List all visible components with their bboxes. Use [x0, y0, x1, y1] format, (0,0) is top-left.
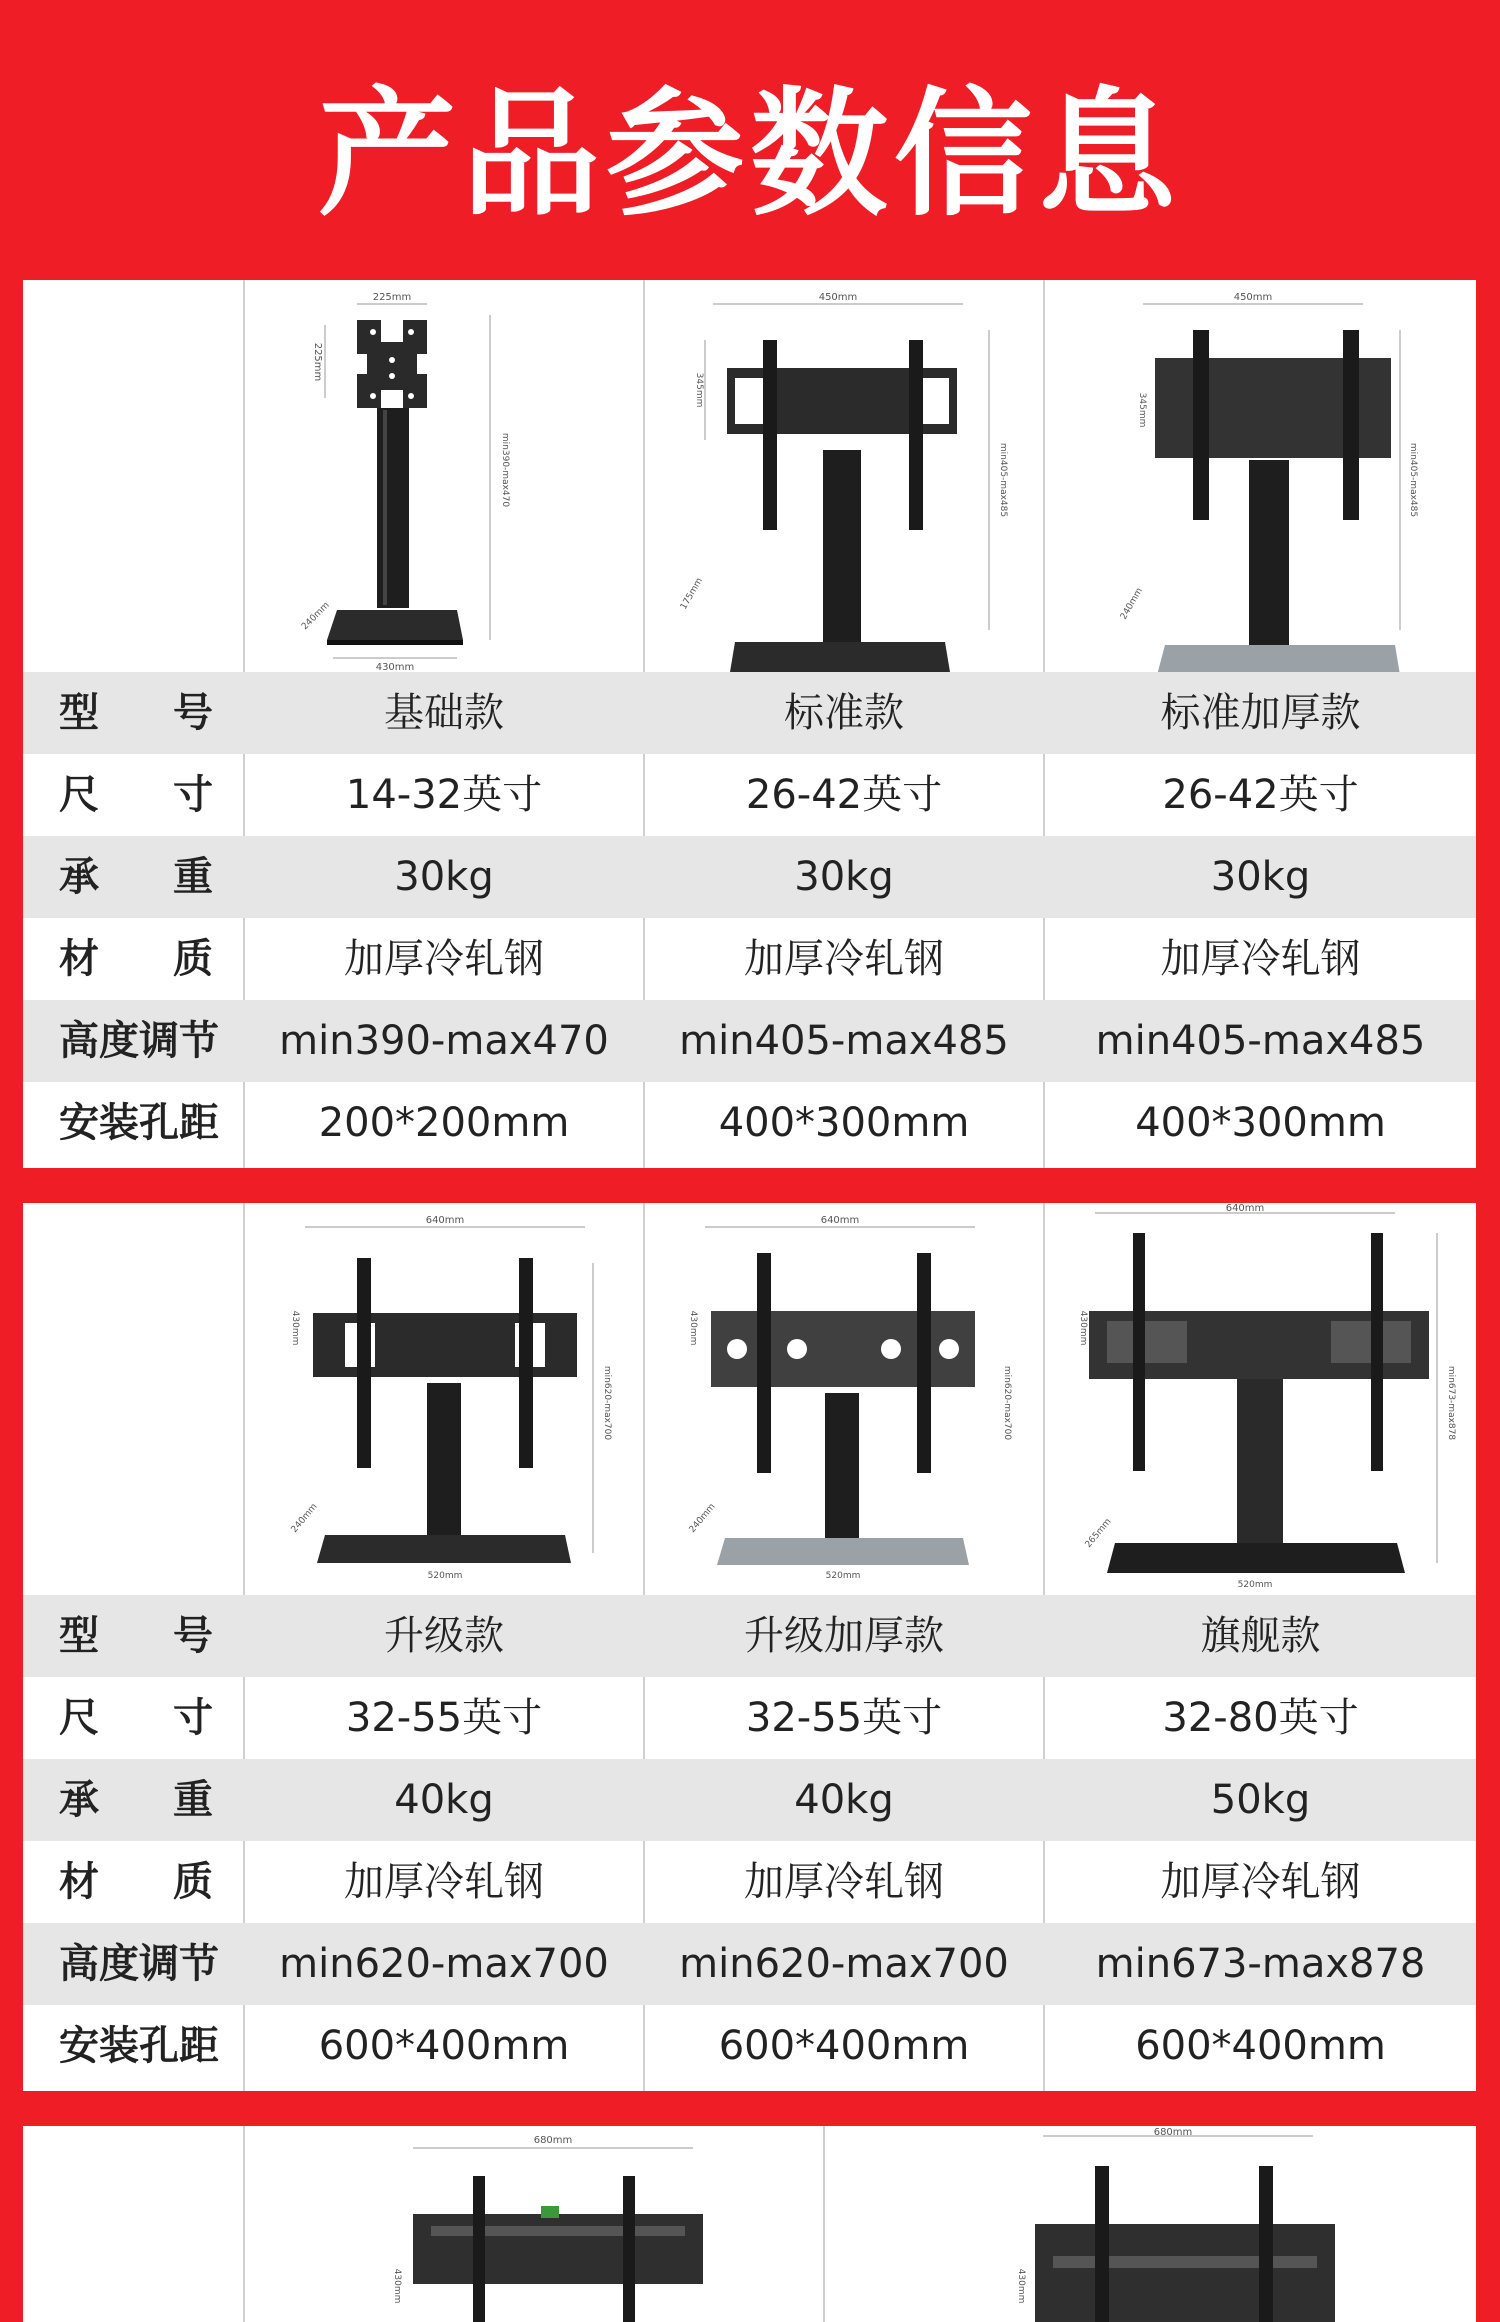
hole-value: 400*300mm	[1135, 1100, 1386, 1146]
height-value: min620-max700	[279, 1941, 609, 1987]
stand-image-upgrade	[245, 1203, 643, 1595]
size-value: 32-80英寸	[1162, 1695, 1359, 1741]
load-value: 50kg	[1210, 1777, 1311, 1823]
svg-text:450mm: 450mm	[1233, 292, 1273, 303]
spec-table-3	[23, 2126, 1476, 2322]
svg-text:520mm: 520mm	[825, 1571, 861, 1581]
size-value: 26-42英寸	[1162, 772, 1359, 818]
load-value: 30kg	[1210, 854, 1311, 900]
product-image-row	[23, 1203, 1476, 1595]
svg-text:430mm: 430mm	[1078, 1310, 1088, 1346]
svg-text:min673-max878: min673-max878	[1446, 1365, 1456, 1441]
hole-value: 200*200mm	[318, 1100, 570, 1146]
row-load: 承 重 30kg 30kg 30kg	[23, 836, 1476, 918]
svg-text:430mm: 430mm	[290, 1310, 300, 1346]
svg-text:680mm: 680mm	[1153, 2127, 1193, 2138]
svg-text:450mm: 450mm	[818, 292, 858, 303]
material-value: 加厚冷轧钢	[1160, 1859, 1361, 1905]
load-value: 30kg	[794, 854, 894, 900]
svg-text:640mm: 640mm	[1225, 1203, 1265, 1214]
svg-text:min405-max485: min405-max485	[998, 442, 1008, 518]
row-material: 材 质 加厚冷轧钢 加厚冷轧钢 加厚冷轧钢	[23, 918, 1476, 1000]
material-value: 加厚冷轧钢	[344, 936, 544, 982]
stand-image-flagship	[1045, 1203, 1476, 1595]
svg-text:175mm: 175mm	[678, 576, 705, 612]
hole-value: 600*400mm	[318, 2023, 570, 2069]
model-value: 升级加厚款	[744, 1613, 944, 1659]
stand-image-6	[353, 2126, 753, 2322]
row-hole: 安装孔距 600*400mm 600*400mm 600*400mm	[23, 2005, 1476, 2091]
svg-text:min620-max700: min620-max700	[1002, 1365, 1012, 1441]
page-title: 产品参数信息	[317, 74, 1182, 235]
size-value: 32-55英寸	[345, 1695, 543, 1741]
svg-text:265mm: 265mm	[1083, 1516, 1114, 1550]
row-size: 尺 寸 14-32英寸 26-42英寸 26-42英寸	[23, 754, 1476, 836]
height-value: min405-max485	[679, 1018, 1009, 1064]
svg-text:min390-max470: min390-max470	[500, 432, 510, 508]
row-model: 型 号 基础款 标准款 标准加厚款	[23, 672, 1476, 754]
svg-text:640mm: 640mm	[425, 1215, 465, 1226]
svg-text:430mm: 430mm	[1016, 2268, 1026, 2304]
material-value: 加厚冷轧钢	[744, 1859, 944, 1905]
svg-text:225mm: 225mm	[312, 342, 323, 382]
spec-table-2	[23, 1203, 1476, 2091]
svg-text:240mm: 240mm	[687, 1501, 718, 1535]
row-height: 高度调节 min390-max470 min405-max485 min405-max485	[23, 1000, 1476, 1082]
spec-table-1	[23, 280, 1476, 1168]
row-load: 承 重 40kg 40kg 50kg	[23, 1759, 1476, 1841]
svg-text:345mm: 345mm	[1137, 392, 1147, 428]
svg-text:640mm: 640mm	[820, 1215, 860, 1226]
svg-text:225mm: 225mm	[372, 292, 412, 303]
svg-text:430mm: 430mm	[688, 1310, 698, 1346]
svg-text:430mm: 430mm	[375, 662, 415, 672]
model-value: 基础款	[384, 690, 504, 736]
hole-value: 600*400mm	[1135, 2023, 1386, 2069]
row-height: 高度调节 min620-max700 min620-max700 min673-max878	[23, 1923, 1476, 2005]
height-value: min620-max700	[679, 1941, 1009, 1987]
load-value: 40kg	[794, 1777, 894, 1823]
row-material: 材 质 加厚冷轧钢 加厚冷轧钢 加厚冷轧钢	[23, 1841, 1476, 1923]
model-value: 旗舰款	[1200, 1613, 1321, 1659]
material-value: 加厚冷轧钢	[744, 936, 944, 982]
load-value: 30kg	[394, 854, 494, 900]
model-value: 升级款	[384, 1613, 504, 1659]
row-size: 尺 寸 32-55英寸 32-55英寸 32-80英寸	[23, 1677, 1476, 1759]
stand-image-7	[973, 2126, 1373, 2322]
model-value: 标准加厚款	[1160, 690, 1361, 736]
svg-text:345mm: 345mm	[694, 372, 704, 408]
svg-text:240mm: 240mm	[289, 1501, 320, 1535]
material-value: 加厚冷轧钢	[1160, 936, 1361, 982]
load-value: 40kg	[394, 1777, 494, 1823]
height-value: min405-max485	[1095, 1018, 1426, 1064]
height-value: min673-max878	[1095, 1941, 1426, 1987]
row-model: 型 号 升级款 升级加厚款 旗舰款	[23, 1595, 1476, 1677]
model-value: 标准款	[784, 690, 904, 736]
svg-text:520mm: 520mm	[427, 1571, 463, 1581]
svg-text:430mm: 430mm	[392, 2268, 402, 2304]
stand-image-standard	[645, 280, 1043, 672]
hole-value: 600*400mm	[718, 2023, 970, 2069]
stand-image-standard-thick	[1045, 280, 1476, 672]
svg-text:240mm: 240mm	[300, 600, 332, 633]
svg-text:680mm: 680mm	[533, 2135, 573, 2146]
size-value: 14-32英寸	[345, 772, 543, 818]
stand-image-upgrade-thick	[645, 1203, 1043, 1595]
product-image-row	[23, 280, 1476, 672]
svg-text:min620-max700: min620-max700	[602, 1365, 612, 1441]
size-value: 32-55英寸	[745, 1695, 943, 1741]
hole-value: 400*300mm	[718, 1100, 970, 1146]
svg-text:min405-max485: min405-max485	[1408, 442, 1418, 518]
size-value: 26-42英寸	[745, 772, 943, 818]
stand-image-basic	[245, 280, 643, 672]
material-value: 加厚冷轧钢	[344, 1859, 544, 1905]
svg-text:520mm: 520mm	[1237, 1580, 1273, 1590]
row-hole: 安装孔距 200*200mm 400*300mm 400*300mm	[23, 1082, 1476, 1168]
height-value: min390-max470	[279, 1018, 609, 1064]
svg-text:240mm: 240mm	[1118, 586, 1145, 622]
